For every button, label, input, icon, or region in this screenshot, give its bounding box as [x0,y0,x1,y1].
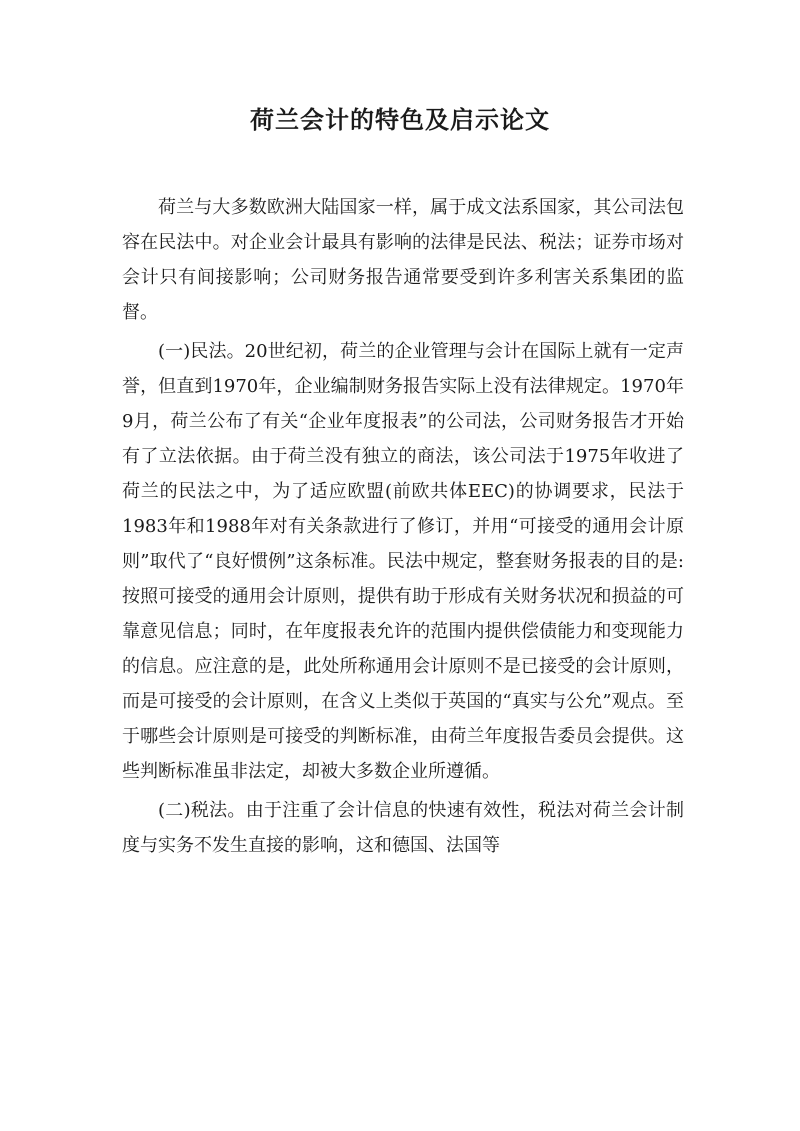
paragraph-civil-law: (一)民法。20世纪初，荷兰的企业管理与会计在国际上就有一定声誉，但直到1970年，企业编制财务报告实际上没有法律规定。1970年9月，荷兰公布了有关“企业年度报表”的公司法，公司财务报告才开始有了立法依据。由于荷兰没有独立的商法，该公司法于1975年收进了荷兰的民法之中，为了适应欧盟(前欧共体EEC)的协调要求，民法于1983年和1988年对有关条款进行了修订，并用“可接受的通用会计原则”取代了“良好惯例”这条标准。民法中规定，整套财务报表的目的是:按照可接受的通用会计原则，提供有助于形成有关财务状况和损益的可靠意见信息；同时，在年度报表允许的范围内提供偿债能力和变现能力的信息。应注意的是，此处所称通用会计原则不是已接受的会计原则，而是可接受的会计原则，在含义上类似于英国的“真实与公允”观点。至于哪些会计原则是可接受的判断标准，由荷兰年度报告委员会提供。这些判断标准虽非法定，却被大多数企业所遵循。 [122,341,684,782]
document-title: 荷兰会计的特色及启示论文 [250,106,550,134]
paragraph-intro: 荷兰与大多数欧洲大陆国家一样，属于成文法系国家，其公司法包容在民法中。对企业会计最具有影响的法律是民法、税法；证券市场对会计只有间接影响；公司财务报告通常要受到许多利害关系集团的监督。 [122,197,684,323]
document-body [122,190,684,867]
paragraph-tax-law: (二)税法。由于注重了会计信息的快速有效性，税法对荷兰会计制度与实务不发生直接的影响，这和德国、法国等 [122,800,684,856]
